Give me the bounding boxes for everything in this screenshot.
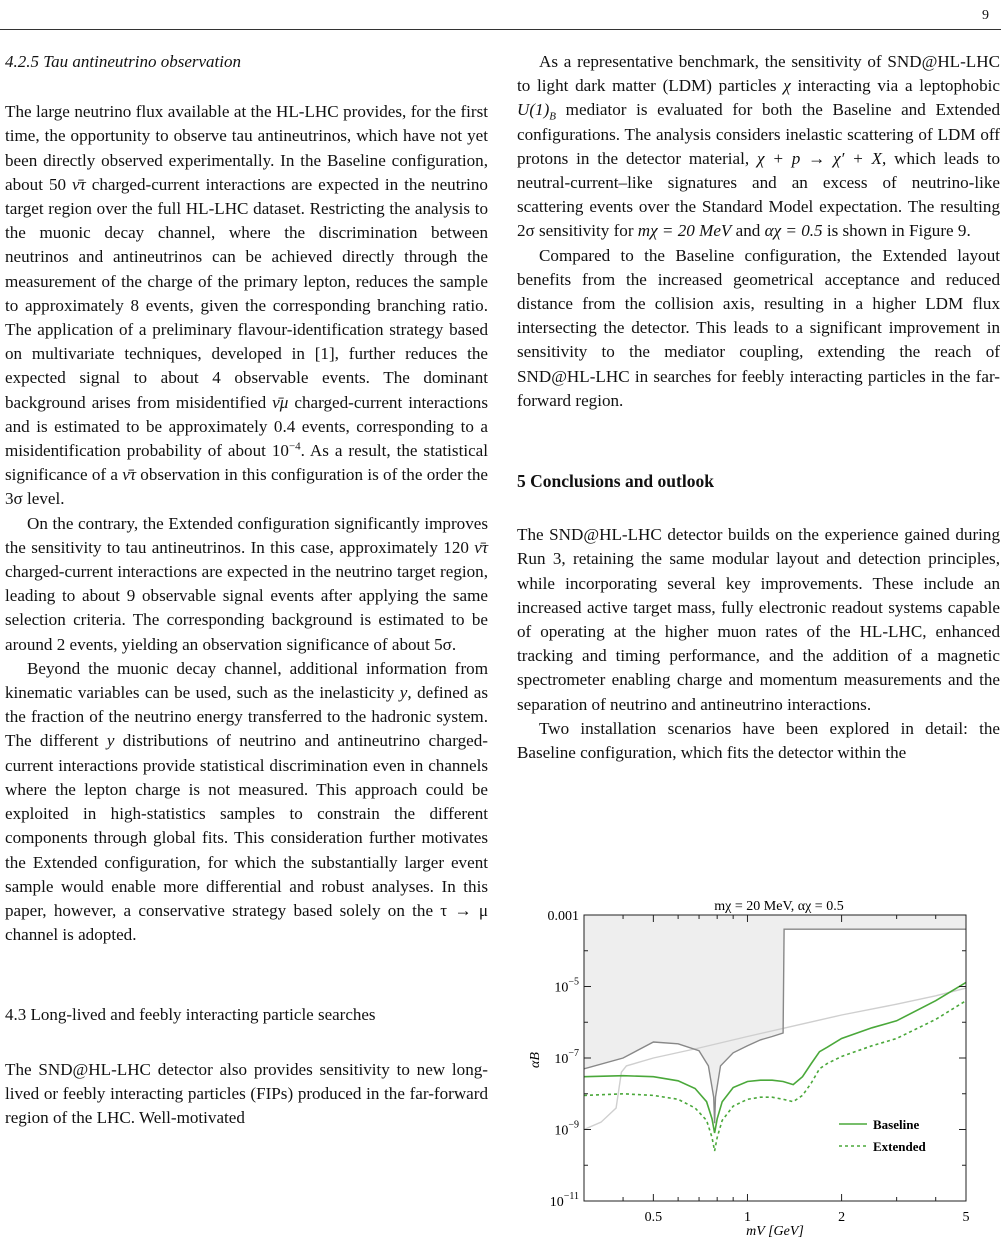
paragraph: Beyond the muonic decay channel, additional information from kinematic variables can be used, such as the inelasticity y, defined as the fraction of the neutrino energy transferred to the hadronic system. The different y distributions of neutrino and antineutrino charged-current interactions provide statistical discrimination even in channels where the lepton charge is not measured. This approach could be exploited in high-statistics samples to constrain the different components through global fits. This consideration further motivates the Extended configuration, for which the substantially larger event sample would enable more differential and robust analyses. In this paper, however, a conservative strategy based solely on the τ → μ channel is adopted. — [5, 658, 488, 945]
paragraph: The SND@HL-LHC detector builds on the experience gained during Run 3, retaining the same modular layout and detection principles, while incorporating several key improvements. These include an increased active target mass, fully electronic readout systems capable of operating at the higher muon rates of the HL-LHC, enhanced tracking and timing performance, and the addition of a magnetic spectrometer enabling charge and momentum measurements and the separation of neutrino and antineutrino interactions. — [517, 525, 1000, 714]
y-axis-label: αB — [528, 1052, 543, 1068]
y-tick-label: $10^{-9}$ — [554, 1119, 579, 1139]
legend-label: Baseline — [873, 1117, 920, 1132]
right-column — [517, 50, 1000, 765]
x-axis-label: mV [GeV] — [746, 1224, 804, 1239]
sensitivity-figure — [517, 898, 1001, 1239]
excluded-region — [584, 915, 966, 1123]
paragraph: The SND@HL-LHC detector also provides sensitivity to new long-lived or feebly interacting particles (FIPs) produced in the far-forward region of the LHC. Well-motivated — [5, 1059, 488, 1127]
y-tick-label: 0.001 — [547, 909, 579, 924]
subsection-heading-fip: 4.3 Long-lived and feebly interacting particle searches — [5, 1005, 376, 1025]
y-tick-label: $10^{-11}$ — [549, 1191, 579, 1210]
paragraph: Two installation scenarios have been explored in detail: the Baseline configuration, which fits the detector within the — [517, 718, 1000, 763]
paragraph: On the contrary, the Extended configuration significantly improves the sensitivity to tau antineutrinos. In this case, approximately 120 ν̄τ charged-current interactions are expected in the neutrino target region, leading to about 9 observable signal events after applying the same selection criteria. The corresponding background is estimated to be around 2 events, yielding an observation significance of about 5σ. — [5, 513, 488, 654]
header-rule — [0, 29, 1001, 30]
paragraph: As a representative benchmark, the sensitivity of SND@HL-LHC to light dark matter (LDM) particles χ interacting via a leptophobic $U(1)_B$ mediator is evaluated for both the Baseline and Extended configurations. The analysis considers inelastic scattering of LDM off protons in the detector material, χ + p → χ′ + X, which leads to neutral-current–like signatures and an excess of neutrino-like scattering events over the Standard Model expectation. The resulting 2σ sensitivity for mχ = 20 MeV and αχ = 0.5 is shown in Figure 9. — [517, 52, 1000, 241]
x-tick-label: 5 — [962, 1210, 970, 1225]
y-tick-label: $10^{-5}$ — [554, 976, 579, 996]
paragraph: The large neutrino flux available at the HL-LHC provides, for the first time, the opportunity to observe tau antineutrinos, which have not yet been directly observed experimentally. In the Baseline configuration, about 50 ν̄τ charged-current interactions are expected in the neutrino target region over the full HL-LHC dataset. Restricting the analysis to the muonic decay channel, where the discrimination between neutrinos and antineutrinos can be achieved directly through the measurement of the charge of the primary lepton, reduces the sample to approximately 8 events, given the corresponding branching ratio. The application of a preliminary flavour-identification strategy based on multivariate techniques, developed in [1], further reduces the expected signal to about 4 observable events. The dominant background arises from misidentified ν̄μ charged-current interactions and is estimated to be approximately 0.4 events, corresponding to a misidentification probability of about $10^{-4}$. As a result, the statistical significance of a ν̄τ observation in this configuration is of the order the 3σ level. — [5, 102, 489, 509]
legend — [839, 1117, 927, 1154]
x-tick-label: 0.5 — [644, 1210, 663, 1225]
chart-title: mχ = 20 MeV, αχ = 0.5 — [714, 899, 844, 914]
page-number: 9 — [982, 8, 989, 23]
x-tick-label: 1 — [743, 1210, 751, 1225]
x-tick-label: 2 — [838, 1210, 846, 1225]
paragraph: Compared to the Baseline configuration, the Extended layout benefits from the increased geometrical acceptance and reduced distance from the collision axis, resulting in a higher LDM flux intersecting the detector. This leads to a significant improvement in sensitivity to the mediator coupling, extending the reach of SND@HL-LHC in searches for feebly interacting particles in the far-forward region. — [517, 245, 1000, 410]
section-heading-conclusions: 5 Conclusions and outlook — [517, 471, 714, 492]
y-tick-label: $10^{-7}$ — [554, 1048, 579, 1067]
left-column — [5, 50, 488, 1130]
legend-label: Extended — [873, 1139, 926, 1154]
section-heading-tau: 4.2.5 Tau antineutrino observation — [5, 52, 241, 71]
